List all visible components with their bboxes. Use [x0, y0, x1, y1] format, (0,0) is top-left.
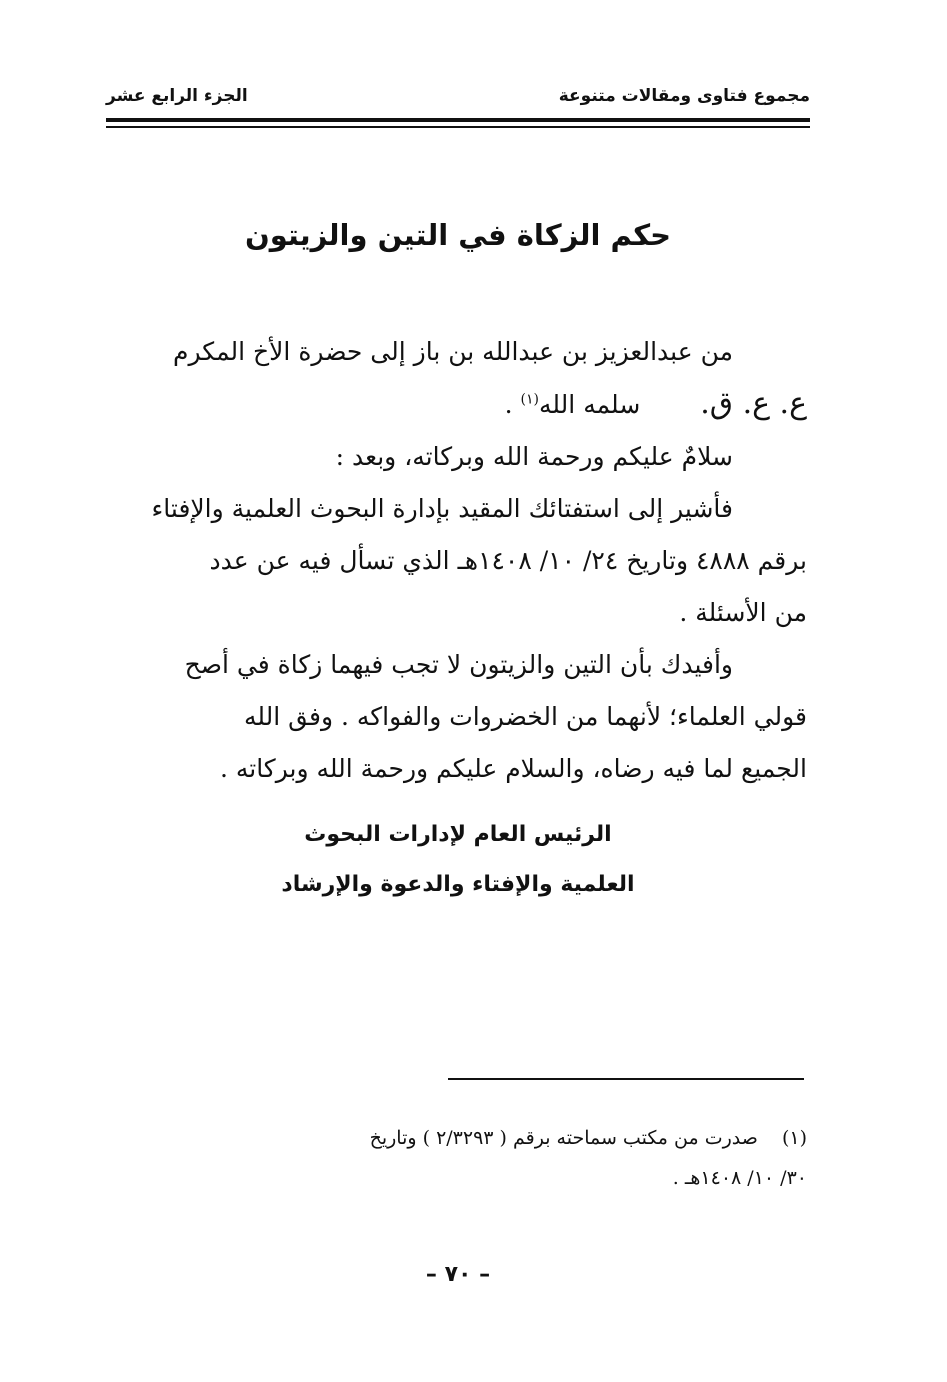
paragraph2-line: وأفيدك بأن التين والزيتون لا تجب فيهما زكاة في أصح	[184, 650, 733, 679]
opening-line: من عبدالعزيز بن عبدالله بن باز إلى حضرة الأخ المكرم	[172, 337, 733, 366]
paragraph1-line: فأشير إلى استفتائك المقيد بإدارة البحوث العلمية والإفتاء	[151, 494, 733, 523]
letter-body	[102, 326, 807, 795]
volume-label: الجزء الرابع عشر	[106, 86, 248, 106]
paragraph1-line: من الأسئلة .	[679, 598, 807, 627]
footnote	[102, 1118, 807, 1198]
footnote-separator	[448, 1078, 804, 1080]
signature-line: الرئيس العام لإدارات البحوث	[304, 822, 612, 847]
page-number: – ٧٠ –	[425, 1262, 491, 1287]
salutation: سلامٌ عليكم ورحمة الله وبركاته، وبعد :	[335, 442, 733, 471]
paragraph2-line: الجميع لما فيه رضاه، والسلام عليكم ورحمة الله وبركاته .	[219, 754, 807, 783]
footnote-line: ٣٠/ ١٠/ ١٤٠٨هـ .	[672, 1167, 807, 1189]
signature-block	[106, 810, 810, 910]
running-header	[106, 82, 810, 112]
recipient-initials: ع. ع. ق.	[700, 386, 807, 421]
fatwa-title: حكم الزكاة في التين والزيتون	[244, 218, 672, 252]
header-rule-thin	[106, 126, 810, 128]
footnote-number: (١)	[781, 1127, 807, 1149]
footnote-line	[102, 1118, 807, 1158]
footnote-marker: (١)	[520, 391, 539, 408]
book-title: مجموع فتاوى ومقالات متنوعة	[558, 86, 810, 106]
header-rule-thick	[106, 118, 810, 122]
paragraph2-line: قولي العلماء؛ لأنهما من الخضروات والفواكه . وفق الله	[243, 702, 807, 731]
footnote-text: صدرت من مكتب سماحته برقم ( ٢/٣٢٩٣ ) وتاريخ	[369, 1127, 758, 1149]
signature-line: العلمية والإفتاء والدعوة والإرشاد	[281, 872, 635, 897]
blessing: سلمه الله	[539, 390, 641, 419]
blessing-end: .	[504, 390, 513, 419]
addressee-line	[102, 378, 807, 431]
paragraph1-line: برقم ٤٨٨٨ وتاريخ ٢٤/ ١٠/ ١٤٠٨هـ الذي تسأل فيه عن عدد	[209, 546, 807, 575]
